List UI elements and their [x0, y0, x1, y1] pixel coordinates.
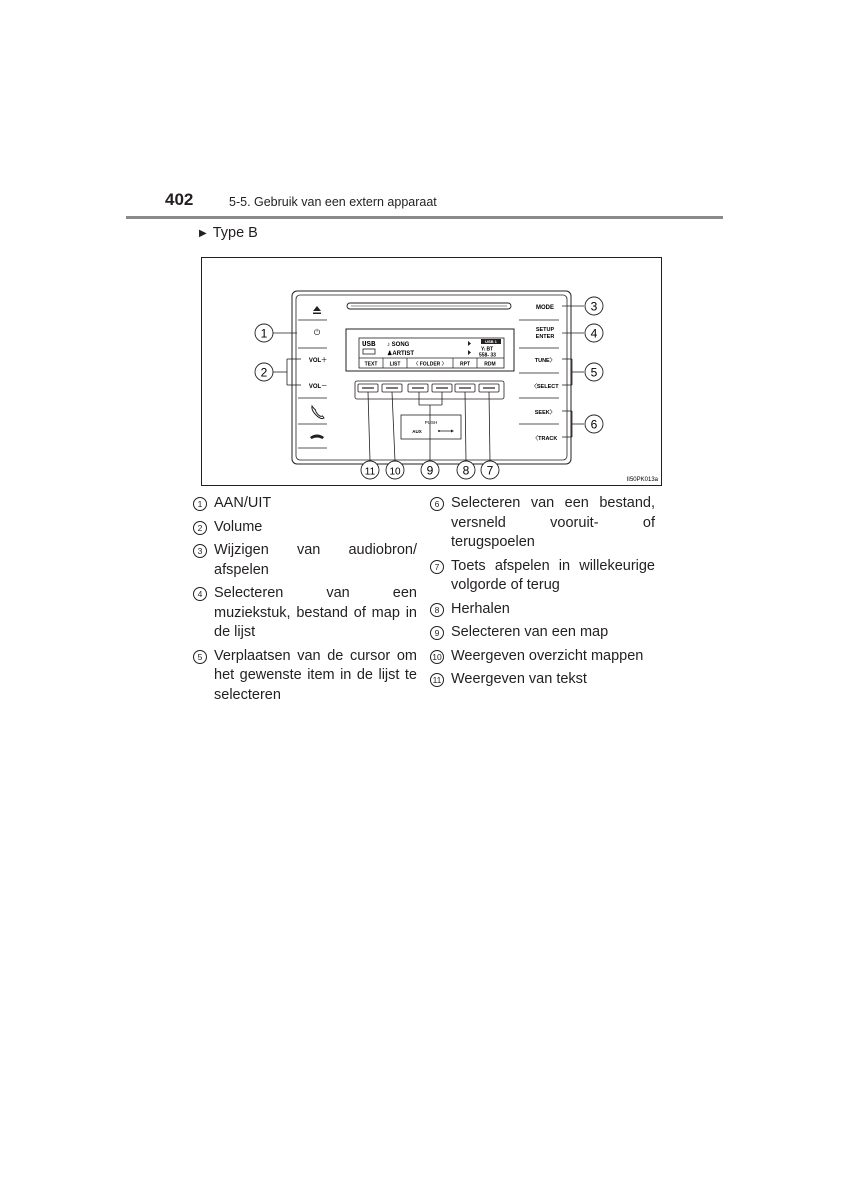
legend-number: 10 [430, 650, 444, 664]
callout-8 [457, 461, 475, 479]
callout-11 [361, 461, 379, 479]
callout-3 [585, 297, 603, 315]
legend-number: 7 [430, 560, 444, 574]
subheading [199, 225, 258, 241]
svg-text:9: 9 [426, 463, 434, 478]
softkey-button[interactable] [358, 384, 378, 392]
svg-text:4: 4 [590, 326, 598, 341]
legend-text: Selecteren van een bestand, versneld vooruit- of terugspoelen [451, 495, 655, 550]
callout-9 [421, 461, 439, 479]
legend-text: Wijzigen van audiobron/ afspelen [214, 542, 417, 578]
svg-text:2: 2 [260, 365, 268, 380]
legend-text: Toets afspelen in willekeurige volgorde of terug [451, 557, 655, 593]
legend-item [430, 600, 655, 620]
legend-item [193, 647, 417, 706]
legend-number: 2 [193, 521, 207, 535]
svg-text:11: 11 [364, 466, 376, 478]
display-artist: ♟ARTIST [387, 351, 415, 357]
seek-button[interactable]: SEEK〉 [534, 410, 556, 416]
legend-right [430, 494, 655, 694]
softkey-label: TEXT [364, 361, 378, 368]
legend-left [193, 494, 417, 709]
callout-10 [386, 461, 404, 479]
triangle-marker-icon: ▶ [199, 228, 207, 239]
subheading-label: Type B [212, 225, 258, 241]
legend-item [430, 670, 655, 690]
legend-item [193, 494, 417, 514]
legend-number: 9 [430, 626, 444, 640]
legend-text: Selecteren van een map [451, 624, 609, 640]
aux-label: AUX [412, 429, 422, 434]
svg-text:10: 10 [389, 466, 401, 478]
callout-5 [585, 363, 603, 381]
legend-number: 11 [430, 673, 444, 687]
legend-item [430, 623, 655, 643]
display-status-box: USB 1 [485, 339, 497, 345]
legend-text: Weergeven overzicht mappen [451, 647, 644, 664]
select-button[interactable]: 〈SELECT [531, 384, 559, 390]
page-number: 402 [165, 190, 194, 209]
callout-4 [585, 324, 603, 342]
display-track-no: 558- 33 [479, 352, 496, 359]
softkey-button[interactable] [432, 384, 452, 392]
legend-number: 3 [193, 544, 207, 558]
softkey-button[interactable] [382, 384, 402, 392]
setup-button[interactable]: SETUP [535, 327, 555, 333]
svg-text:7: 7 [486, 463, 494, 478]
softkey-button[interactable] [408, 384, 428, 392]
section-title: 5-5. Gebruik van een extern apparaat [229, 195, 437, 209]
enter-button[interactable]: ENTER [535, 334, 555, 340]
legend-item [430, 494, 655, 553]
legend-number: 6 [430, 497, 444, 511]
legend-number: 5 [193, 650, 207, 664]
svg-text:6: 6 [590, 417, 598, 432]
port-panel [401, 415, 461, 439]
legend-text: Herhalen [451, 600, 510, 617]
softkey-label: LIST [389, 361, 401, 368]
callout-1 [255, 324, 273, 342]
legend-number: 1 [193, 497, 207, 511]
radio-diagram [201, 257, 662, 486]
svg-text:1: 1 [260, 326, 268, 341]
softkey-label: 〈 FOLDER 〉 [413, 361, 447, 368]
legend-text: Volume [214, 518, 263, 535]
svg-text:5: 5 [590, 365, 598, 380]
softkey-button[interactable] [455, 384, 475, 392]
display-source: USB [362, 341, 376, 349]
softkey-label: RPT [460, 361, 470, 368]
softkey-button-row [355, 381, 504, 399]
legend-text: Selecteren van een muziekstuk, bestand of map in de lijst [214, 585, 417, 640]
display-song: ♪ SONG [387, 342, 410, 348]
svg-text:3: 3 [590, 299, 598, 314]
softkey-button[interactable] [479, 384, 499, 392]
legend-item [430, 557, 655, 596]
power-button[interactable]: ⏻ [313, 328, 321, 337]
legend-item [193, 541, 417, 580]
vol-down-button[interactable]: VOL－ [308, 384, 328, 390]
image-code: II50PK013a [626, 477, 658, 483]
legend-item [193, 584, 417, 643]
callout-2 [255, 363, 273, 381]
port-label: PUSH [424, 420, 438, 425]
legend-number: 8 [430, 603, 444, 617]
legend-text: Weergeven van tekst [451, 671, 587, 687]
callout-6 [585, 415, 603, 433]
tune-button[interactable]: TUNE〉 [534, 358, 556, 364]
softkey-label: RDM [484, 361, 496, 368]
header-divider [126, 216, 723, 219]
display-bt: Yₗ BT [481, 346, 494, 353]
legend-text: Verplaatsen van de cursor om het gewenste item in de lijst te selecteren [214, 647, 417, 703]
legend-item [193, 518, 417, 538]
legend-number: 4 [193, 587, 207, 601]
mode-button[interactable]: MODE [536, 305, 554, 311]
vol-up-button[interactable]: VOL＋ [308, 358, 328, 364]
track-button[interactable]: 〈TRACK [532, 436, 558, 442]
legend-text: AAN/UIT [214, 495, 272, 511]
svg-text:8: 8 [462, 463, 470, 478]
callout-7 [481, 461, 499, 479]
legend-item [430, 647, 655, 667]
